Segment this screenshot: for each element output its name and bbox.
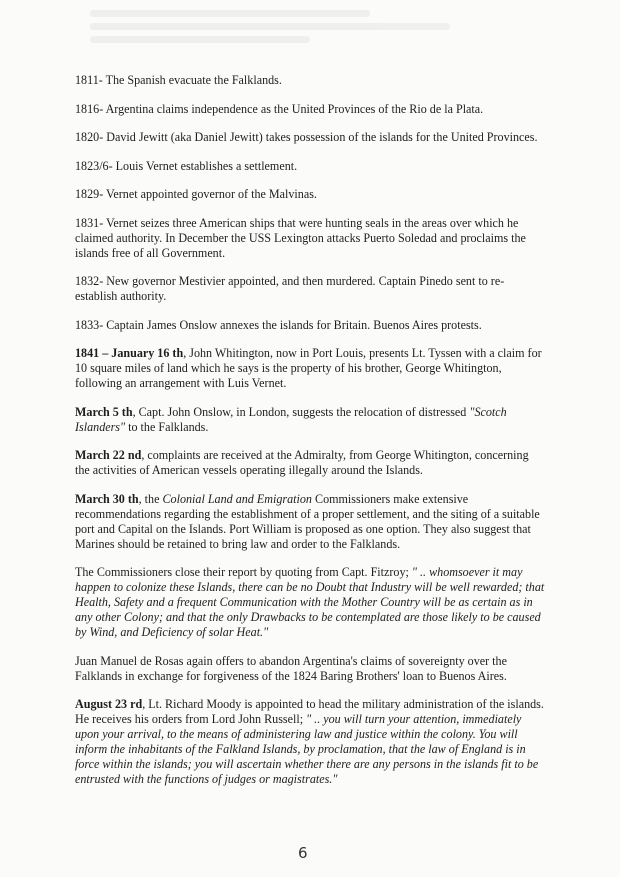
entry-1833: 1833- Captain James Onslow annexes the islands for Britain. Buenos Aires protests.	[75, 317, 482, 332]
document-body	[75, 73, 545, 801]
entry-march-30: March 30 th, the Colonial Land and Emigration Commissioners make extensive recommendations regarding the establishment of a proper settlement, and the siting of a suitable port and Capital on the Islands. Port William is proposed as one option. They also suggest that Marines should be retained to bring law and order to the Falklands.	[75, 491, 540, 551]
entry-1841-january: 1841 – January 16 th, John Whitington, now in Port Louis, presents Lt. Tyssen with a claim for 10 square miles of land which he says is the property of his brother, George Whitington, following an arrangement with Luis Vernet.	[75, 346, 542, 390]
entry-1816: 1816- Argentina claims independence as the United Provinces of the Rio de la Plata.	[75, 101, 484, 116]
page-number: 6	[298, 844, 308, 862]
entry-1831: 1831- Vernet seizes three American ships that were hunting seals in the areas over which he claimed authority. In December the USS Lexington attacks Puerto Soledad and proclaims the islands free of all Government.	[75, 215, 526, 260]
entry-rosas: Juan Manuel de Rosas again offers to abandon Argentina's claims of sovereignty over the Falklands in exchange for forgiveness of the 1824 Baring Brothers' loan to Buenos Aires.	[75, 653, 507, 683]
entry-august-23: August 23 rd, Lt. Richard Moody is appointed to head the military administration of the islands. He receives his orders from Lord John Russell; " .. you will turn your attention, immediately upon your arrival, to the means of administering law and justice within the colony. You will inform the inhabitants of the Falkland Islands, by proclamation, that the law of England is in force within the islands; you will ascertain whether there are any persons in the islands fit to be entrusted with the functions of judges or magistrates."	[75, 697, 544, 786]
entry-1811: 1811- The Spanish evacuate the Falklands.	[75, 73, 282, 87]
entry-1823: 1823/6- Louis Vernet establishes a settlement.	[75, 158, 298, 173]
entry-march-5: March 5 th, Capt. John Onslow, in London, suggests the relocation of distressed "Scotch Islanders" to the Falklands.	[75, 404, 507, 434]
entry-fitzroy-quote: The Commissioners close their report by quoting from Capt. Fitzroy; " .. whomsoever it may happen to colonize these Islands, there can be no Doubt that Industry will be well rewarded; that Health, Safety and a frequent Communication with the Mother Country will be as certain as in any other Colony; and that the only Drawbacks to be contemplated are those likely to be caused by Wind, and Deficiency of solar Heat."	[75, 565, 545, 639]
entry-1832: 1832- New governor Mestivier appointed, and then murdered. Captain Pinedo sent to re-establish authority.	[75, 274, 505, 303]
entry-1829: 1829- Vernet appointed governor of the Malvinas.	[75, 187, 317, 201]
entry-1820: 1820- David Jewitt (aka Daniel Jewitt) takes possession of the islands for the United Provinces.	[75, 130, 538, 144]
entry-march-22: March 22 nd, complaints are received at the Admiralty, from George Whitington, concerning the activities of American vessels operating illegally around the Islands.	[75, 448, 529, 477]
bleed-through-text	[90, 4, 490, 54]
